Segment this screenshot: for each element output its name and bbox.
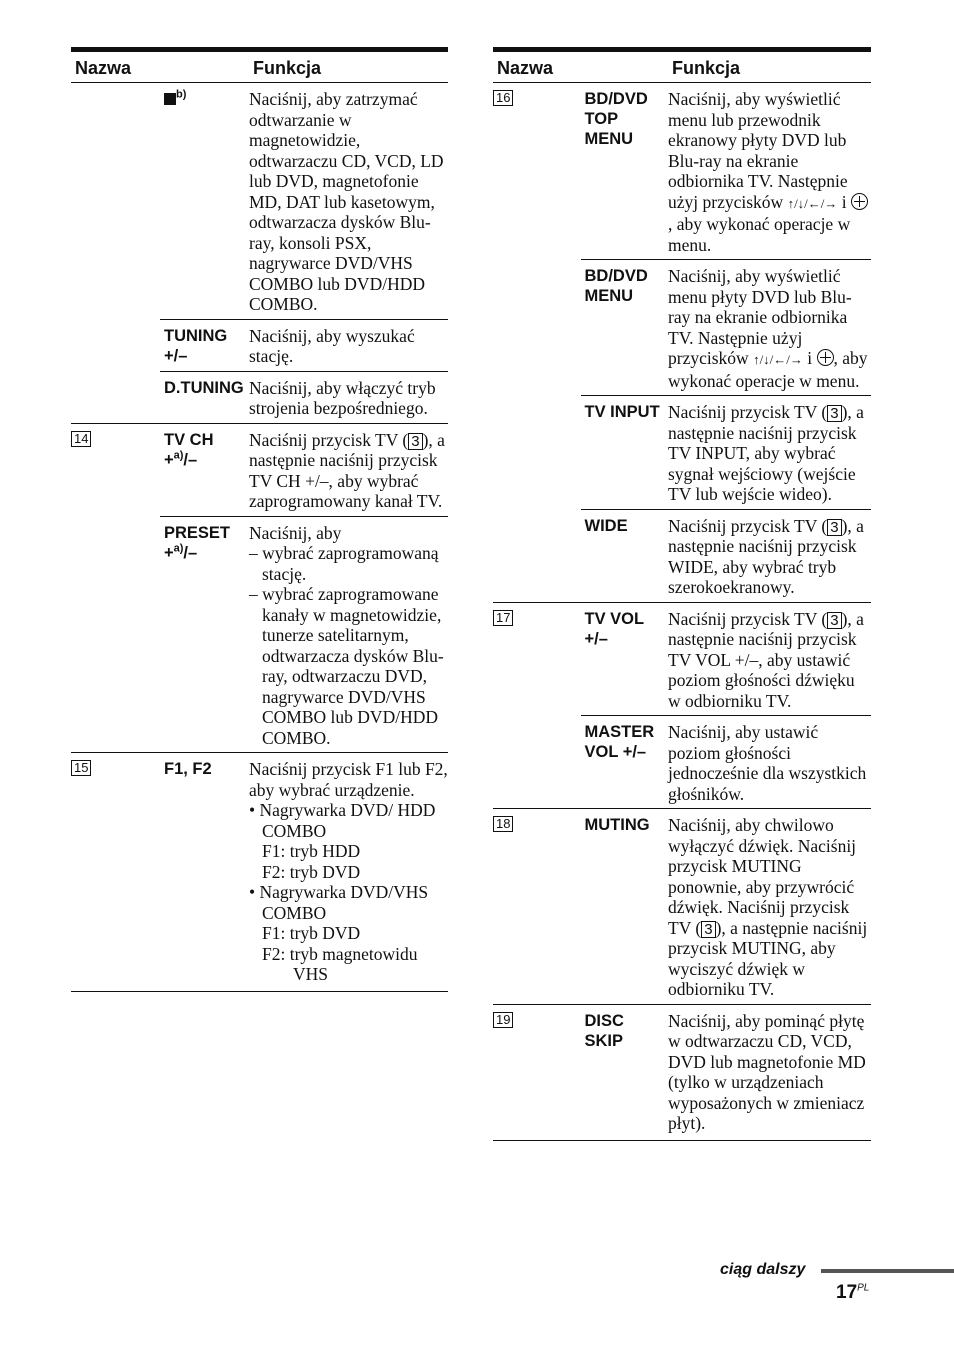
table-row	[493, 602, 871, 716]
enter-button-icon	[817, 349, 834, 366]
name-column-header: Nazwa	[71, 50, 249, 83]
name-column-header: Nazwa	[493, 50, 668, 83]
table-row	[493, 509, 871, 602]
tvch-function: Naciśnij przycisk TV ( 3 ), a następnie naciśnij przycisk TV CH +/–, aby wybrać zaprogramowany kanał TV.	[249, 423, 448, 516]
arrow-keys-icon: ↑/↓/←/→	[787, 195, 838, 211]
table-row	[493, 809, 871, 1005]
button-ref-3: 3	[701, 921, 715, 938]
table-row	[493, 83, 871, 260]
table-row	[71, 753, 448, 992]
discskip-function: Naciśnij, aby pominąć płytę w odtwarzaczu CD, VCD, DVD lub magnetofonie MD (tylko w urządzeniach wyposażonych w zmieniacz płyt).	[668, 1004, 871, 1140]
button-ref-3: 3	[408, 433, 422, 450]
page-number: $17^{PL}$	[836, 1282, 870, 1303]
topmenu-function: Naciśnij, aby wyświetlić menu lub przewodnik ekranowy płyty DVD lub Blu-ray na ekranie odbiornika TV. Następnie użyj przycisków ↑/↓/←/→ i , aby wykonać operacje w menu.	[668, 83, 871, 260]
table-row	[71, 423, 448, 516]
button-ref-3: 3	[827, 519, 841, 536]
dvdmenu-function: Naciśnij, aby wyświetlić menu płyty DVD lub Blu-ray na ekranie odbiornika TV. Następnie użyj przycisków ↑/↓/←/→ i , aby wykonać operacje w menu.	[668, 260, 871, 396]
continued-bar	[821, 1269, 954, 1273]
mastervol-function: Naciśnij, aby ustawić poziom głośności jednocześnie dla wszystkich głośników.	[668, 716, 871, 809]
table-row: $^{b)}$ Naciśnij, aby zatrzymać odtwarzanie w magnetowidzie, odtwarzaczu CD, VCD, LD lub DVD, magnetofonie MD, DAT lub kasetowym, odtwarzacza dysków Blu-ray, konsoli PSX, nagrywarce DVD/VHS COMBO lub DVD/HDD COMBO.	[71, 83, 448, 320]
item-number-19: 19	[493, 1012, 513, 1028]
preset-name: PRESET +$^{a)}$/–	[160, 516, 249, 753]
muting-function: Naciśnij, aby chwilowo wyłączyć dźwięk. Naciśnij przycisk MUTING ponownie, aby przywrócić dźwięk. Naciśnij przycisk TV ( 3 ), a następnie naciśnij przycisk MUTING, aby wyciszyć dźwięk w odbiorniku TV.	[668, 809, 871, 1005]
topmenu-name: BD/DVD TOP MENU	[584, 90, 648, 148]
dvdmenu-name: BD/DVD MENU	[581, 260, 669, 396]
item-number-16: 16	[493, 90, 513, 106]
dtuning-function: Naciśnij, aby włączyć tryb strojenia bezpośredniego.	[249, 371, 448, 423]
tvvol-name: TV VOL +/–	[581, 602, 669, 716]
left-function-table	[71, 47, 448, 992]
function-column-header: Funkcja	[249, 50, 448, 83]
item-number-17: 17	[493, 610, 513, 626]
enter-button-icon	[851, 193, 868, 210]
table-row	[493, 396, 871, 510]
tvch-name: TV CH +$^{a)}$/–	[160, 423, 249, 516]
dtuning-name: D.TUNING	[160, 371, 249, 423]
tuning-name: TUNING +/–	[160, 319, 249, 371]
table-row	[493, 260, 871, 396]
table-row	[71, 319, 448, 371]
table-row	[493, 1004, 871, 1140]
tvinput-name: TV INPUT	[581, 396, 669, 510]
preset-function: Naciśnij, aby – wybrać zaprogramowaną stację. – wybrać zaprogramowane kanały w magnetowidzie, tunerze satelitarnym, odtwarzacza dysków Blu-ray, odtwarzaczu DVD, nagrywarce DVD/VHS COMBO lub DVD/HDD COMBO.	[249, 516, 448, 753]
stop-function: Naciśnij, aby zatrzymać odtwarzanie w magnetowidzie, odtwarzaczu CD, VCD, LD lub DVD, magnetofonie MD, DAT lub kasetowym, odtwarzacza dysków Blu-ray, konsoli PSX, nagrywarce DVD/VHS COMBO lub DVD/HDD COMBO.	[249, 89, 444, 314]
mastervol-name: MASTER VOL +/–	[581, 716, 669, 809]
wide-name: WIDE	[581, 509, 669, 602]
stop-icon	[164, 93, 176, 105]
continued-label: ciąg dalszy	[720, 1261, 806, 1278]
button-ref-3: 3	[827, 612, 841, 629]
right-function-table	[493, 47, 871, 1141]
f1f2-name: F1, F2	[160, 753, 249, 992]
item-number-14: 14	[71, 431, 91, 447]
table-row	[493, 716, 871, 809]
button-ref-3: 3	[827, 405, 841, 422]
right-table-column	[493, 47, 871, 1141]
arrow-keys-icon: ↑/↓/←/→	[753, 352, 803, 367]
tvinput-function: Naciśnij przycisk TV ( 3 ), a następnie naciśnij przycisk TV INPUT, aby wybrać sygnał wejściowy (wejście TV lub wejście wideo).	[668, 396, 871, 510]
table-row	[71, 371, 448, 423]
function-column-header: Funkcja	[668, 50, 871, 83]
tuning-function: Naciśnij, aby wyszukać stację.	[249, 319, 448, 371]
wide-function: Naciśnij przycisk TV ( 3 ), a następnie naciśnij przycisk WIDE, aby wybrać tryb szerokoekranowy.	[668, 509, 871, 602]
item-number-15: 15	[71, 760, 91, 776]
table-row	[71, 516, 448, 753]
tvvol-function: Naciśnij przycisk TV ( 3 ), a następnie naciśnij przycisk TV VOL +/–, aby ustawić poziom głośności dźwięku w odbiorniku TV.	[668, 602, 871, 716]
discskip-name: DISC SKIP	[581, 1004, 669, 1140]
item-number-18: 18	[493, 816, 513, 832]
muting-name: MUTING	[581, 809, 669, 1005]
f1f2-function: Naciśnij przycisk F1 lub F2, aby wybrać urządzenie. • Nagrywarka DVD/ HDD COMBO F1: tryb HDD F2: tryb DVD • Nagrywarka DVD/VHS COMBO F1: tryb DVD F2: tryb magnetowidu VHS	[249, 753, 448, 992]
left-table-column	[71, 47, 448, 992]
